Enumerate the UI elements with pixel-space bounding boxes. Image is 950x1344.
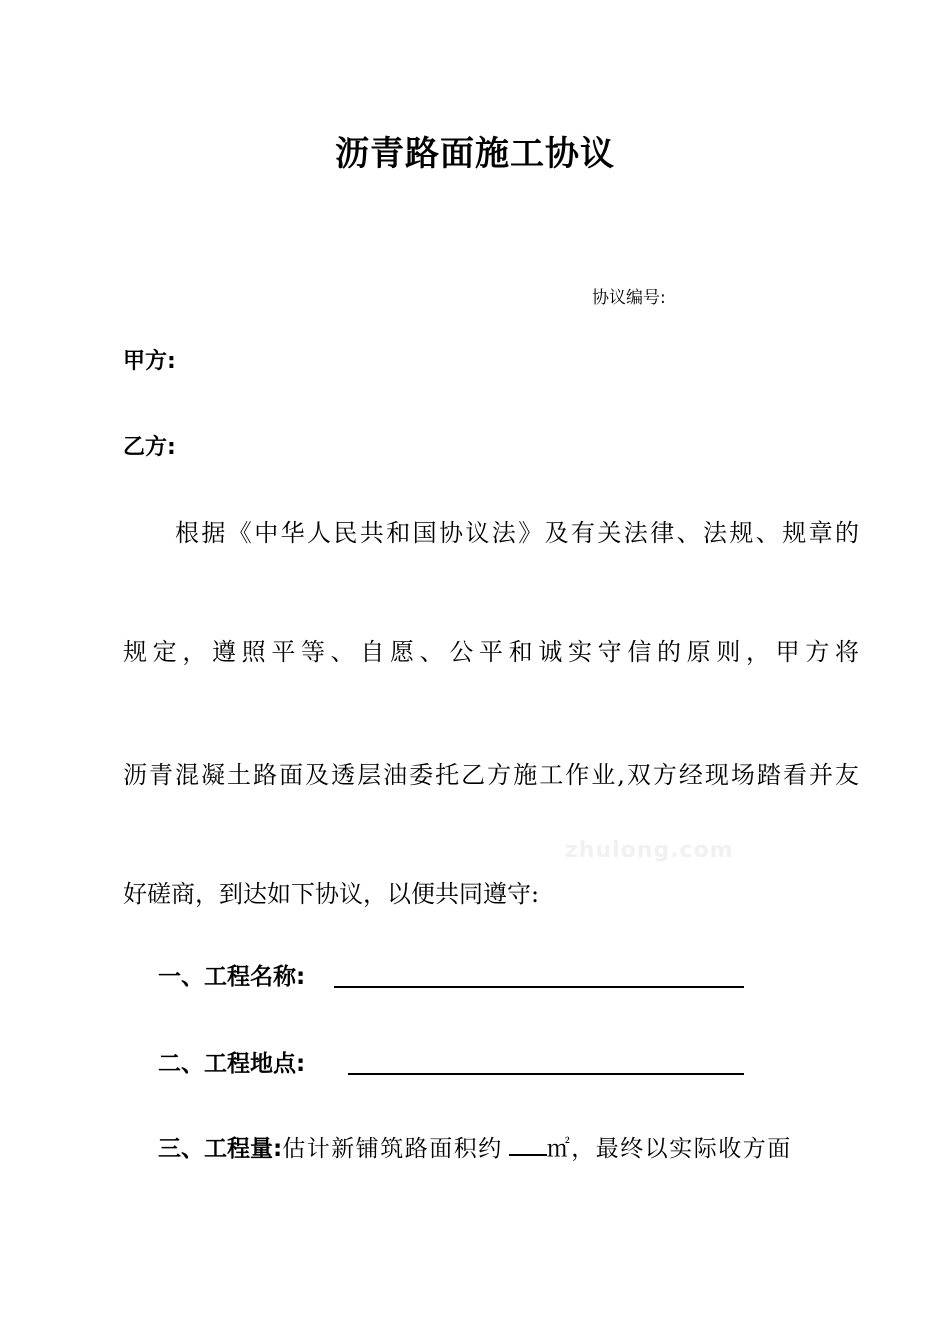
watermark: zhulong.com: [565, 838, 734, 863]
clause-label: 三、工程量:: [158, 1136, 283, 1162]
clause-text: ㎡，最终以实际收方面: [546, 1136, 792, 1162]
clause-project-location: [158, 1045, 305, 1078]
document-title: 沥青路面施工协议: [335, 134, 615, 174]
clause-text: 估计新铺筑路面积约: [282, 1136, 503, 1162]
fill-in-blank-line: [348, 1073, 744, 1075]
body-paragraph-line: 沥青混凝土路面及透层油委托乙方施工作业,双方经现场踏看并友: [123, 761, 859, 789]
fill-in-blank-line: [334, 986, 744, 988]
body-paragraph-line: 好磋商，到达如下协议，以便共同遵守:: [123, 880, 540, 908]
clause-label: 一、工程名称:: [158, 964, 306, 990]
body-paragraph-line: 规定，遵照平等、自愿、公平和诚实守信的原则，甲方将: [123, 638, 859, 666]
clause-label: 二、工程地点:: [158, 1051, 306, 1077]
clause-quantity: [158, 1130, 859, 1163]
clause-project-name: [158, 958, 305, 991]
body-paragraph-line: 根据《中华人民共和国协议法》及有关法律、法规、规章的: [175, 519, 859, 547]
party-b-label: 乙方:: [123, 435, 176, 460]
fill-in-blank-line: [509, 1136, 547, 1156]
contract-number-label: 协议编号:: [592, 288, 666, 308]
party-a-label: 甲方:: [123, 349, 176, 374]
